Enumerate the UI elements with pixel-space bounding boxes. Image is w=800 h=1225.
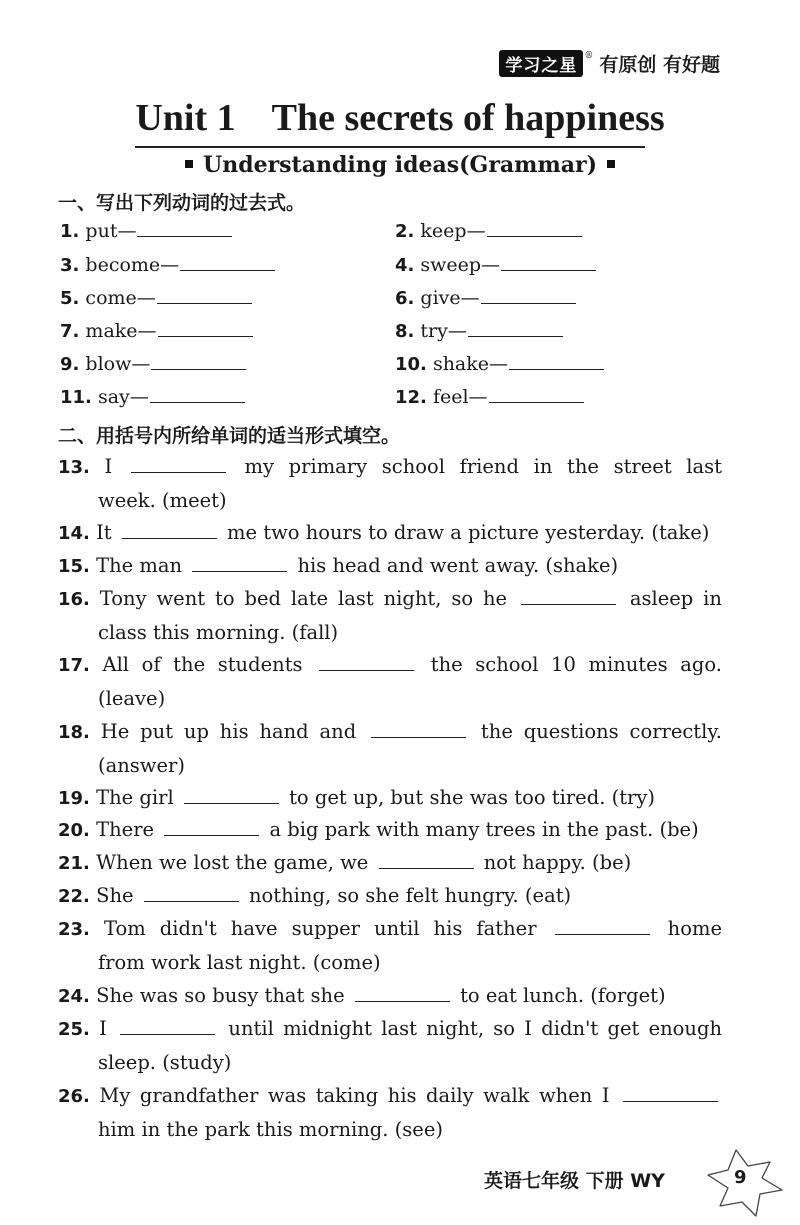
answer-blank[interactable] [319,669,414,671]
item-word: put— [85,220,137,242]
question-text: not happy. (be) [483,851,632,874]
item-number: 5. [60,288,80,309]
answer-blank[interactable] [184,802,279,804]
item-number: 11. [60,387,92,408]
question-text: She [96,884,134,907]
question-text: the school 10 minutes ago. [430,653,722,676]
question-number: 23. [58,919,90,940]
question-text: until midnight last night, so I didn't get enough [228,1017,723,1040]
exercise-item [395,220,582,242]
registered-mark: ® [584,50,594,61]
question-text: Tom didn't have supper until his father [103,917,537,940]
item-word: sweep— [420,254,501,276]
item-word: keep— [420,220,486,242]
question-number: 13. [58,457,90,478]
item-number: 1. [60,221,80,242]
question-text: It [96,521,112,544]
question-number: 21. [58,853,90,874]
item-word: blow— [85,353,151,375]
answer-blank[interactable] [150,401,245,403]
question-text: from work last night. (come) [98,951,381,974]
question-number: 25. [58,1019,90,1040]
question-text: his head and went away. (shake) [297,554,619,577]
question-19 [58,781,722,815]
item-word: give— [420,287,480,309]
question-14 [58,516,722,550]
question-26 [58,1079,722,1146]
exercise-item [395,386,584,408]
item-word: say— [97,386,149,408]
exercise-item [395,353,604,375]
question-number: 15. [58,556,90,577]
answer-blank[interactable] [144,900,239,902]
question-text: week. (meet) [98,489,227,512]
question-13 [58,450,722,517]
answer-blank[interactable] [355,1000,450,1002]
question-17 [58,648,722,715]
brand-logo: 学习之星 [499,50,583,77]
item-word: come— [85,287,156,309]
exercise-item [60,220,232,242]
answer-blank[interactable] [120,1033,215,1035]
question-text: the questions correctly. [480,720,722,743]
question-text: Tony went to bed late last night, so he [99,587,508,610]
answer-blank[interactable] [555,933,650,935]
page-number: 9 [734,1167,747,1188]
item-number: 2. [395,221,415,242]
unit-number: Unit 1 [135,97,236,139]
item-number: 9. [60,354,80,375]
item-number: 7. [60,321,80,342]
answer-blank[interactable] [623,1100,718,1102]
exercise-item [395,287,576,309]
question-text: class this morning. (fall) [98,621,339,644]
answer-blank[interactable] [192,570,287,572]
answer-blank[interactable] [379,867,474,869]
title-underline [135,146,645,148]
answer-blank[interactable] [489,401,584,403]
star-icon [700,1142,800,1225]
answer-blank[interactable] [487,235,582,237]
question-text: I [99,1017,107,1040]
question-15 [58,549,722,583]
question-21 [58,846,722,880]
question-text: She was so busy that she [96,984,345,1007]
answer-blank[interactable] [371,736,466,738]
item-word: make— [85,320,157,342]
item-number: 8. [395,321,415,342]
item-number: 4. [395,255,415,276]
answer-blank[interactable] [151,368,246,370]
section-1-title: 一、写出下列动词的过去式。 [58,192,306,214]
question-text: to eat lunch. (forget) [460,984,666,1007]
exercise-item [395,320,563,342]
question-number: 26. [58,1086,90,1107]
question-number: 19. [58,788,90,809]
item-number: 10. [395,354,427,375]
page-title [0,96,800,140]
question-number: 22. [58,886,90,907]
question-text: him in the park this morning. (see) [98,1118,443,1141]
question-text: nothing, so she felt hungry. (eat) [248,884,572,907]
footer-book-info: 英语七年级 下册 WY [484,1170,665,1192]
question-text: I [104,455,113,478]
answer-blank[interactable] [137,235,232,237]
item-word: become— [85,254,180,276]
brand [499,50,720,77]
exercise-item [60,353,246,375]
square-bullet-icon [607,160,615,168]
question-text: asleep in [629,587,722,610]
exercise-item [395,254,596,276]
item-number: 6. [395,288,415,309]
question-20 [58,813,722,847]
answer-blank[interactable] [131,471,226,473]
question-24 [58,979,722,1013]
exercise-item [60,287,252,309]
question-18 [58,715,722,782]
answer-blank[interactable] [164,834,259,836]
question-number: 24. [58,986,90,1007]
item-word: try— [420,320,467,342]
answer-blank[interactable] [158,335,253,337]
question-text: sleep. (study) [98,1051,232,1074]
question-number: 14. [58,523,90,544]
question-text: He put up his hand and [100,720,357,743]
answer-blank[interactable] [180,269,275,271]
question-text: to get up, but she was too tired. (try) [289,786,655,809]
item-number: 12. [395,387,427,408]
brand-slogan: 有原创 有好题 [599,54,720,76]
answer-blank[interactable] [468,335,563,337]
item-word: shake— [432,353,509,375]
question-text: (leave) [98,687,166,710]
subtitle [0,152,800,178]
question-text: My grandfather was taking his daily walk when I [99,1084,610,1107]
answer-blank[interactable] [509,368,604,370]
question-23 [58,912,722,979]
question-number: 20. [58,820,90,841]
question-text: (answer) [98,754,185,777]
exercise-item [60,386,245,408]
question-text: home [667,917,723,940]
exercise-item [60,254,275,276]
unit-title-text: The secrets of happiness [271,97,665,139]
question-number: 16. [58,589,90,610]
subtitle-text: Understanding ideas(Grammar) [203,152,597,178]
item-word: feel— [432,386,488,408]
question-text: All of the students [102,653,303,676]
question-text: The man [96,554,183,577]
answer-blank[interactable] [481,302,576,304]
question-text: When we lost the game, we [96,851,369,874]
question-text: me two hours to draw a picture yesterday. (take) [227,521,710,544]
exercise-item [60,320,253,342]
item-number: 3. [60,255,80,276]
question-16 [58,582,722,649]
answer-blank[interactable] [122,537,217,539]
square-bullet-icon [185,160,193,168]
answer-blank[interactable] [501,269,596,271]
answer-blank[interactable] [521,603,616,605]
answer-blank[interactable] [157,302,252,304]
question-number: 18. [58,722,90,743]
question-22 [58,879,722,913]
section-2-title: 二、用括号内所给单词的适当形式填空。 [58,425,401,447]
question-25 [58,1012,722,1079]
question-number: 17. [58,655,90,676]
question-text: There [96,818,155,841]
question-text: a big park with many trees in the past. (be) [269,818,699,841]
question-text: my primary school friend in the street last [244,455,723,478]
question-text: The girl [96,786,174,809]
